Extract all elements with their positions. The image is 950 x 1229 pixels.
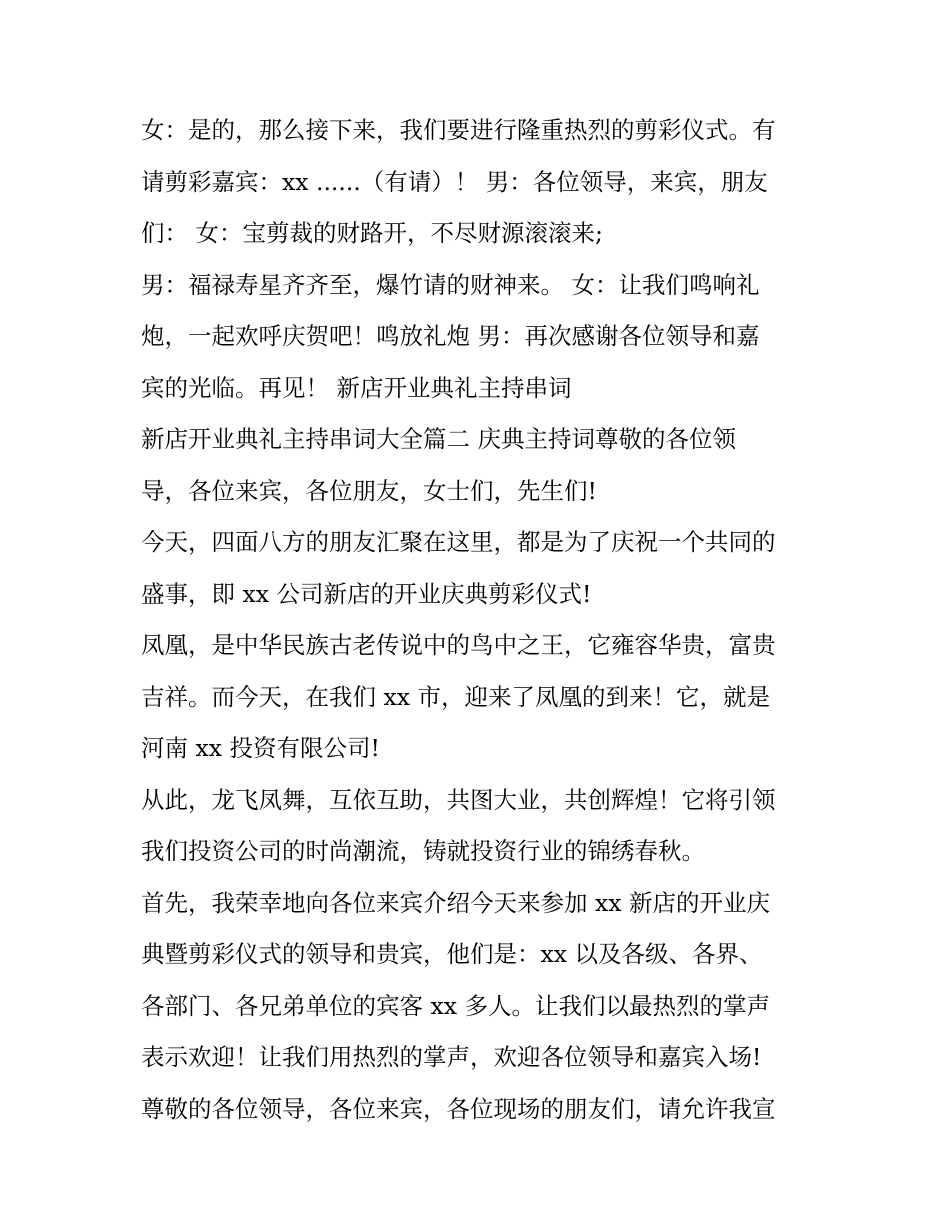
text-line: 我们投资公司的时尚潮流，铸就投资行业的锦绣春秋。: [141, 837, 705, 865]
text-line: 今天，四面八方的朋友汇聚在这里，都是为了庆祝一个共同的: [141, 528, 776, 556]
text-line: 炮，一起欢呼庆贺吧！鸣放礼炮 男：再次感谢各位领导和嘉: [141, 322, 760, 350]
text-line: 男：福禄寿星齐齐至，爆竹请的财神来。 女：让我们鸣响礼: [141, 270, 760, 299]
text-line: 从此，龙飞凤舞，互依互助，共图大业，共创辉煌！它将引领: [141, 785, 776, 814]
text-line: 河南 xx 投资有限公司!: [141, 734, 380, 762]
document-body: [141, 108, 821, 1138]
text-line: 新店开业典礼主持串词大全篇二 庆典主持词尊敬的各位领: [141, 425, 736, 453]
text-line: 尊敬的各位领导，各位来宾，各位现场的朋友们，请允许我宣: [141, 1094, 776, 1123]
text-line: 首先，我荣幸地向各位来宾介绍今天来参加 xx 新店的开业庆: [141, 888, 770, 917]
text-line: 请剪彩嘉宾：xx ......（有请）！ 男：各位领导，来宾，朋友: [141, 167, 768, 196]
text-line: 们： 女：宝剪裁的财路开，不尽财源滚滚来;: [141, 219, 603, 247]
text-line: 各部门、各兄弟单位的宾客 xx 多人。让我们以最热烈的掌声: [141, 991, 770, 1020]
text-line: 宾的光临。再见！ 新店开业典礼主持串词: [141, 373, 572, 402]
text-line: 表示欢迎！让我们用热烈的掌声，欢迎各位领导和嘉宾入场!: [141, 1043, 762, 1071]
text-line: 吉祥。而今天，在我们 xx 市，迎来了凤凰的到来！它，就是: [141, 682, 770, 711]
text-line: 盛事，即 xx 公司新店的开业庆典剪彩仪式!: [141, 579, 592, 608]
text-line: 女：是的，那么接下来，我们要进行隆重热烈的剪彩仪式。有: [141, 116, 776, 144]
text-line: 导，各位来宾，各位朋友，女士们，先生们!: [141, 476, 597, 505]
text-line: 典暨剪彩仪式的领导和贵宾，他们是：xx 以及各级、各界、: [141, 940, 763, 968]
text-line: 凤凰，是中华民族古老传说中的鸟中之王，它雍容华贵，富贵: [141, 631, 776, 659]
